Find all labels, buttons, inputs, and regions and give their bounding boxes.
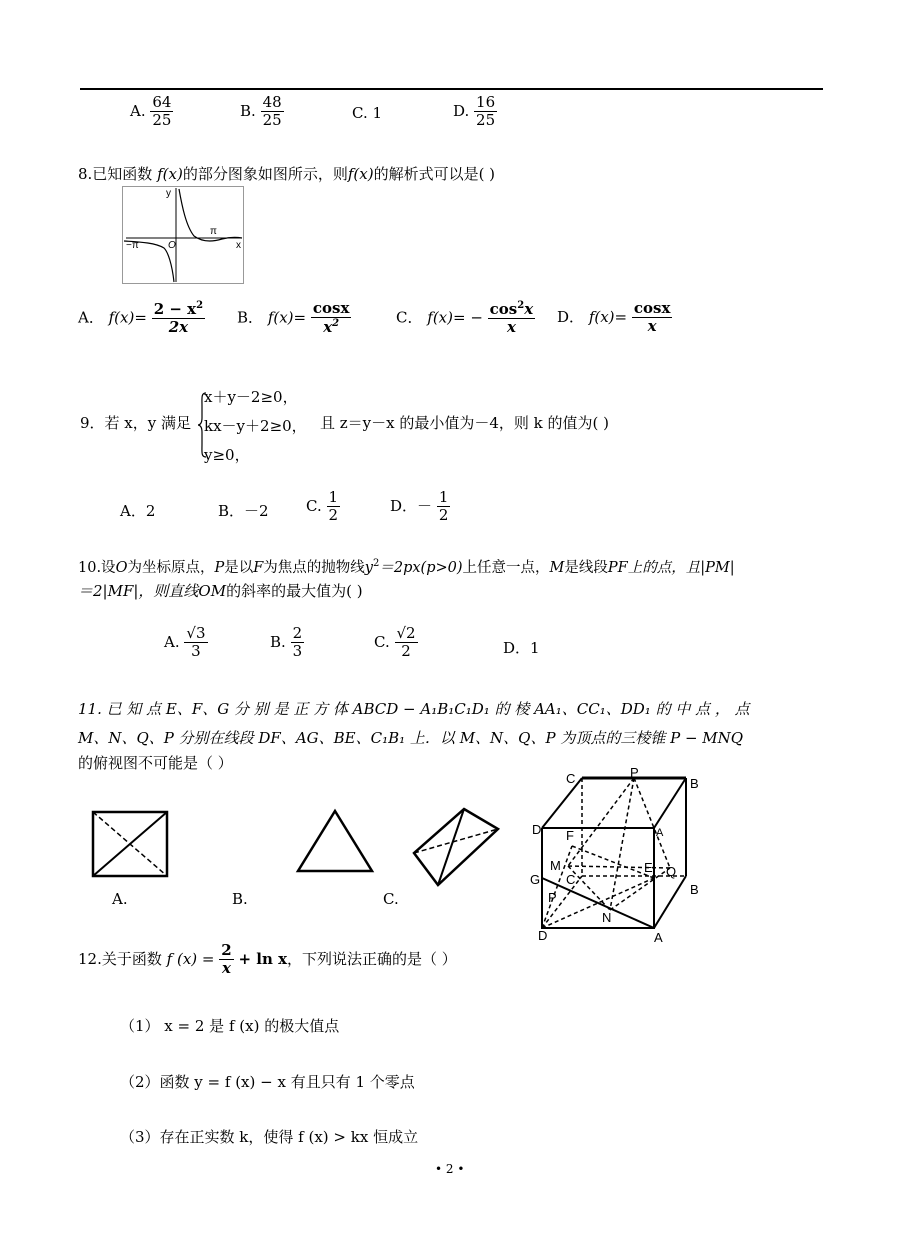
q12-statement-2: （2）函数 y = f (x) − x 有且只有 1 个零点 <box>120 1073 415 1091</box>
q11-line-3: 的俯视图不可能是（ ） <box>78 754 233 772</box>
label-p-lower: P <box>548 890 557 905</box>
label-p: P <box>630 765 639 780</box>
q9-option-c: C. $\frac{1}{2}$ <box>306 488 339 525</box>
q9-condition-2: kx－y＋2≥0， <box>204 417 307 435</box>
q9-stem-suffix: 且 z＝y－x 的最小值为－4，则 k 的值为( ) <box>320 414 610 432</box>
q11-label-a: A. <box>112 890 128 908</box>
q10-line-1: 10.设O为坐标原点，P是以F为焦点的抛物线$y^2=2px(p>0)$上任意一点，M是线段PF上的点，且|PM| <box>78 558 735 576</box>
q8-option-a: A． f(x)= $\frac{2 - x^2}{2x}$ <box>78 300 204 337</box>
q10-option-c: C. $\frac{√2}{2}$ <box>374 624 416 661</box>
q8-option-c: C． f(x)= − $\frac{\cos^2x}{x}$ <box>396 300 534 337</box>
label-c1: C <box>566 771 576 786</box>
q7-option-a: A. $\frac{64}{25}$ <box>130 93 172 130</box>
page-number: • 2 • <box>435 1162 465 1176</box>
label-e: E <box>644 860 653 875</box>
q8-function-graph <box>122 186 244 284</box>
q11-figure-c <box>412 807 500 887</box>
label-c: C <box>566 872 576 887</box>
label-a1: A <box>656 827 664 839</box>
q11-line-1: 11. 已 知 点 E、F、G 分 别 是 正 方 体 ABCD − A₁B₁C₁D₁ 的 棱 AA₁、CC₁、DD₁ 的 中 点 ， 点 <box>78 700 750 718</box>
q11-cube-diagram <box>528 765 708 948</box>
q10-option-d: D．1 <box>503 639 540 657</box>
label-b: B <box>690 882 699 897</box>
neg-pi-label: −π <box>126 240 139 251</box>
pi-label: π <box>210 226 217 237</box>
label-f: F <box>566 828 574 843</box>
q11-label-c: C. <box>383 890 399 908</box>
y-axis-label: y <box>166 188 171 199</box>
q12-stem: 12.关于函数 f (x) = $\frac{2}{x}$ + ln x，下列说法正确的是（ ） <box>78 941 457 978</box>
q11-figure-b <box>296 809 374 873</box>
q9-condition-1: x＋y－2≥0， <box>204 388 298 406</box>
q9-stem-prefix: 9．若 x，y 满足 <box>80 414 192 432</box>
q8-option-b: B． f(x)= $\frac{\cos x}{x^2}$ <box>237 299 350 337</box>
label-d: D <box>538 928 548 943</box>
q7-option-c: C. 1 <box>352 104 383 122</box>
x-axis-label: x <box>236 240 241 251</box>
q11-figure-a <box>92 811 168 877</box>
q9-option-a: A．2 <box>120 502 156 520</box>
label-n: N <box>602 910 612 925</box>
origin-label: O <box>168 240 176 251</box>
q12-statement-3: （3）存在正实数 k，使得 f (x) > kx 恒成立 <box>120 1128 419 1146</box>
label-m: M <box>550 858 561 873</box>
label-d1: D <box>532 822 542 837</box>
q8-stem: 8.已知函数 f(x)的部分图象如图所示，则f(x)的解析式可以是( ) <box>78 165 496 183</box>
q10-option-a: A. $\frac{√3}{3}$ <box>164 624 206 661</box>
q12-statement-1: （1） x = 2 是 f (x) 的极大值点 <box>120 1017 340 1035</box>
q10-option-b: B. $\frac{2}{3}$ <box>270 624 303 661</box>
q7-option-d: D. $\frac{16}{25}$ <box>453 93 496 130</box>
q8-option-d: D． f(x)= $\frac{\cos x}{x}$ <box>557 299 671 336</box>
q7-option-b: B. $\frac{48}{25}$ <box>240 93 282 130</box>
q10-line-2: ＝2|MF|，则直线OM的斜率的最大值为( ) <box>78 582 363 600</box>
label-g: G <box>530 872 541 887</box>
label-q: Q <box>666 864 677 879</box>
q11-line-2: M、N、Q、P 分别在线段 DF、AG、BE、C₁B₁ 上．以 M、N、Q、P 为顶点的三棱锥 P − MNQ <box>78 729 744 747</box>
header-rule <box>80 88 823 90</box>
label-a: A <box>654 930 663 945</box>
q9-option-b: B．－2 <box>218 502 269 520</box>
q11-label-b: B. <box>232 890 248 908</box>
q9-option-d: D．－ $\frac{1}{2}$ <box>390 488 449 525</box>
q9-condition-3: y≥0， <box>204 446 250 464</box>
graph-frame <box>123 187 244 284</box>
label-b1: B <box>690 776 699 791</box>
